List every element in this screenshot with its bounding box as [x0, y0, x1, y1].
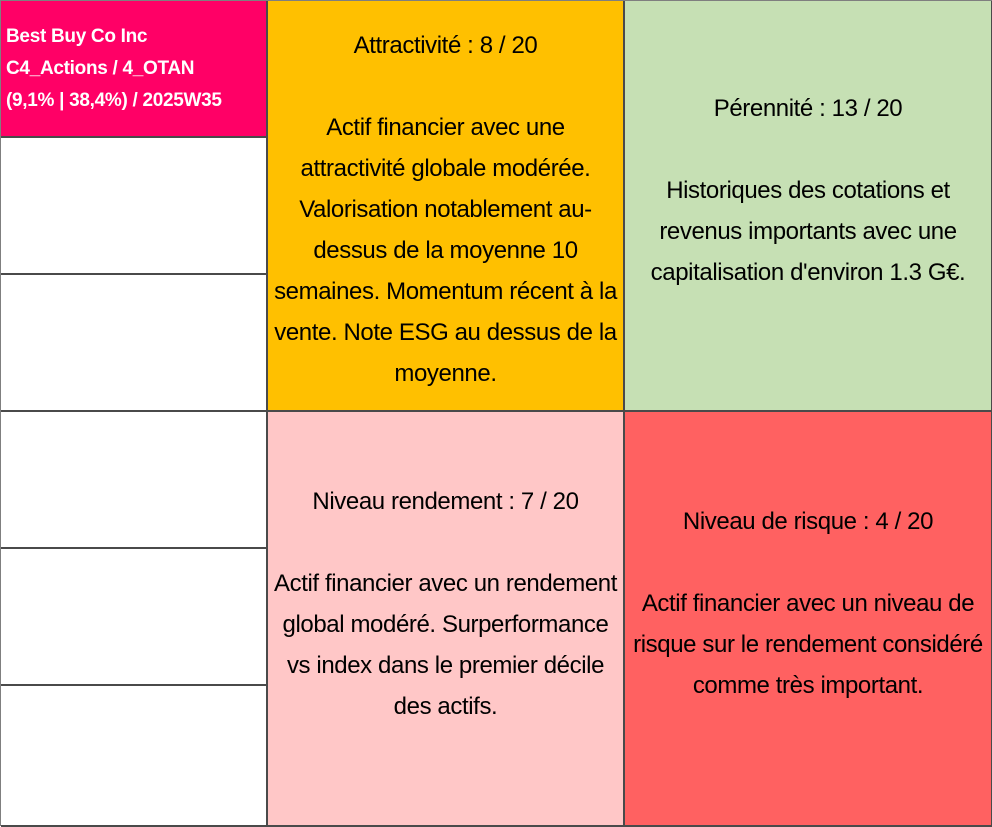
attractivite-description: Actif financier avec une attractivité globale modérée. Valorisation notablement au-dessus de la moyenne 10 semaines. Momentum récent à la vente. Note ESG au dessus de la moyenne.: [274, 114, 617, 387]
rendement-title: Niveau rendement : 7 / 20: [312, 487, 579, 515]
perennite-description: Historiques des cotations et revenus importants avec une capitalisation d'environ 1.3 G€.: [650, 177, 966, 286]
perennite-panel: [625, 1, 992, 412]
empty-cell: [1, 275, 268, 412]
rendement-description: Actif financier avec un rendement global modéré. Surperformance vs index dans le premier décile des actifs.: [274, 569, 617, 720]
risque-description: Actif financier avec un niveau de risque sur le rendement considéré comme très important.: [633, 590, 983, 699]
perennite-title: Pérennité : 13 / 20: [713, 95, 903, 122]
risque-title: Niveau de risque : 4 / 20: [682, 508, 934, 535]
empty-cell: [1, 686, 268, 827]
risque-panel: [625, 412, 992, 827]
asset-category: C4_Actions / 4_OTAN: [6, 58, 195, 79]
asset-name: Best Buy Co Inc: [6, 26, 148, 47]
asset-header-cell: [1, 1, 268, 138]
empty-cell: [1, 138, 268, 275]
asset-stats-week: (9,1% | 38,4%) / 2025W35: [6, 90, 222, 111]
empty-cell: [1, 549, 268, 686]
attractivite-panel: [268, 1, 625, 412]
empty-cell: [1, 412, 268, 549]
rendement-panel: [268, 412, 625, 827]
attractivite-title: Attractivité : 8 / 20: [353, 32, 538, 59]
